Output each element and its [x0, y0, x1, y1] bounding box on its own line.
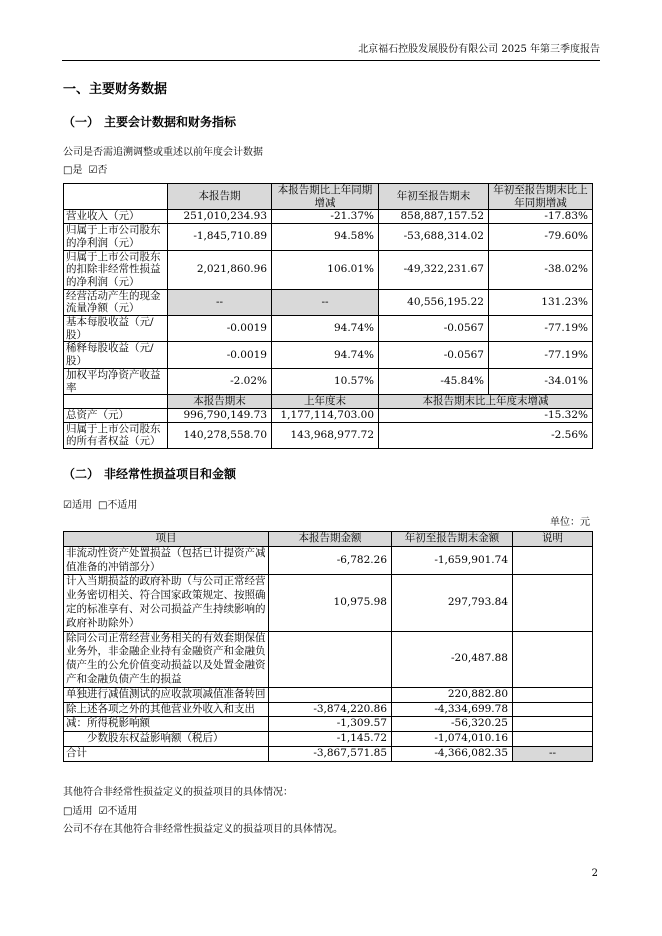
value-cell: 94.74% — [272, 342, 379, 368]
row-label: 总资产（元） — [64, 408, 168, 422]
note-cell — [513, 732, 593, 747]
table-total-row — [64, 746, 593, 761]
header-cell: 本报告期 — [168, 184, 272, 210]
table-row — [64, 224, 593, 250]
header-cell: 本报告期比上年同期增减 — [272, 184, 379, 210]
other-items-statement: 公司不存在其他符合非经常性损益定义的损益项目的具体情况。 — [63, 824, 343, 835]
ytd-amount: -1,074,010.16 — [392, 732, 513, 747]
table-row — [64, 250, 593, 289]
value-cell: -15.32% — [379, 408, 593, 422]
item-label: 合计 — [64, 746, 269, 761]
option-not-applicable-checkbox: ☑不适用 — [98, 806, 138, 817]
value-cell: 131.23% — [489, 289, 593, 315]
header-cell-blank — [64, 395, 168, 409]
header-cell: 本报告期金额 — [269, 532, 392, 547]
value-cell: -77.19% — [489, 316, 593, 342]
value-cell: -2.56% — [379, 422, 593, 448]
value-cell: 106.01% — [272, 250, 379, 289]
subsection-title-1 — [63, 114, 236, 130]
report-running-header: 北京福石控股发展股份有限公司 2025 年第三季度报告 — [358, 44, 600, 55]
value-cell: -17.83% — [489, 210, 593, 224]
restatement-options — [63, 164, 113, 178]
value-cell: -53,688,314.02 — [379, 224, 489, 250]
value-cell: 143,968,977.72 — [272, 422, 379, 448]
subsection-heading: 非经常性损益项目和金额 — [104, 467, 237, 481]
table-row — [64, 408, 593, 422]
table-header-row — [64, 532, 593, 547]
item-label: 计入当期损益的政府补助（与公司正常经营业务密切相关、符合国家政策规定、按照确定的标准享有、对公司损益产生持续影响的政府补助除外） — [64, 575, 269, 631]
current-period-amount: -6,782.26 — [269, 546, 392, 575]
note-cell — [513, 546, 593, 575]
note-cell — [513, 575, 593, 631]
table-row — [64, 717, 593, 732]
current-period-amount: -3,867,571.85 — [269, 746, 392, 761]
ytd-amount: -56,320.25 — [392, 717, 513, 732]
not-applicable-cell: -- — [272, 289, 379, 315]
row-label: 归属于上市公司股东的扣除非经常性损益的净利润（元） — [64, 250, 168, 289]
header-cell: 本报告期末比上年度末增减 — [379, 395, 593, 409]
item-label: 除同公司正常经营业务相关的有效套期保值业务外，非金融企业持有金融资产和金融负债产生的公允价值变动损益以及处置金融资产和金融负债产生的损益 — [64, 631, 269, 687]
header-cell: 年初至报告期末比上年同期增减 — [489, 184, 593, 210]
value-cell: -0.0019 — [168, 316, 272, 342]
current-period-amount — [269, 687, 392, 702]
table-row — [64, 422, 593, 448]
current-period-amount: -1,145.72 — [269, 732, 392, 747]
header-cell: 年初至报告期末金额 — [392, 532, 513, 547]
value-cell: 858,887,157.52 — [379, 210, 489, 224]
option-yes-checkbox: □是 — [63, 165, 83, 176]
note-cell — [513, 717, 593, 732]
value-cell: 2,021,860.96 — [168, 250, 272, 289]
table-row — [64, 702, 593, 717]
section-title: 一、主要财务数据 — [63, 82, 168, 97]
page-number: 2 — [591, 868, 598, 879]
value-cell: 10.57% — [272, 368, 379, 394]
table-row — [64, 687, 593, 702]
item-label: 除上述各项之外的其他营业外收入和支出 — [64, 702, 269, 717]
header-cell: 上年度末 — [272, 395, 379, 409]
value-cell: -21.37% — [272, 210, 379, 224]
other-items-question: 其他符合非经常性损益定义的损益项目的具体情况： — [63, 787, 293, 798]
table-row — [64, 631, 593, 687]
row-label: 基本每股收益（元/股） — [64, 316, 168, 342]
header-cell-blank — [64, 184, 168, 210]
value-cell: 40,556,195.22 — [379, 289, 489, 315]
value-cell: 996,790,149.73 — [168, 408, 272, 422]
option-applicable-checkbox: ☑适用 — [63, 500, 92, 511]
header-cell: 年初至报告期末 — [379, 184, 489, 210]
value-cell: -0.0019 — [168, 342, 272, 368]
current-period-amount: 10,975.98 — [269, 575, 392, 631]
value-cell: 94.74% — [272, 316, 379, 342]
ytd-amount: 297,793.84 — [392, 575, 513, 631]
restatement-question: 公司是否需追溯调整或重述以前年度会计数据 — [63, 147, 263, 158]
value-cell: -34.01% — [489, 368, 593, 394]
header-cell: 项目 — [64, 532, 269, 547]
unit-label: 单位：元 — [550, 517, 590, 528]
value-cell: 1,177,114,703.00 — [272, 408, 379, 422]
value-cell: -0.0567 — [379, 342, 489, 368]
value-cell: -49,322,231.67 — [379, 250, 489, 289]
table-row — [64, 732, 593, 747]
header-cell: 本报告期末 — [168, 395, 272, 409]
table-row — [64, 342, 593, 368]
table-row — [64, 289, 593, 315]
option-no-checkbox: ☑否 — [88, 165, 108, 176]
row-label: 归属于上市公司股东的净利润（元） — [64, 224, 168, 250]
item-label: 减：所得税影响额 — [64, 717, 269, 732]
value-cell: 140,278,558.70 — [168, 422, 272, 448]
value-cell: -38.02% — [489, 250, 593, 289]
table-row — [64, 575, 593, 631]
header-rule — [62, 60, 600, 61]
current-period-amount — [269, 631, 392, 687]
value-cell: -2.02% — [168, 368, 272, 394]
row-label: 经营活动产生的现金流量净额（元） — [64, 289, 168, 315]
option-not-applicable-checkbox: □不适用 — [97, 500, 138, 511]
ytd-amount: -1,659,901.74 — [392, 546, 513, 575]
other-items-options — [63, 805, 143, 819]
option-applicable-checkbox: □适用 — [63, 806, 93, 817]
item-label: 少数股东权益影响额（税后） — [64, 732, 269, 747]
value-cell: -0.0567 — [379, 316, 489, 342]
row-label: 稀释每股收益（元/股） — [64, 342, 168, 368]
table-row — [64, 368, 593, 394]
item-label: 非流动性资产处置损益（包括已计提资产减值准备的冲销部分） — [64, 546, 269, 575]
not-applicable-cell: -- — [168, 289, 272, 315]
table-row — [64, 316, 593, 342]
non-recurring-items-table — [63, 531, 593, 762]
ytd-amount: -20,487.88 — [392, 631, 513, 687]
value-cell: -45.84% — [379, 368, 489, 394]
table-row — [64, 546, 593, 575]
subsection-number: （二） — [63, 467, 100, 481]
ytd-amount: 220,882.80 — [392, 687, 513, 702]
note-cell — [513, 631, 593, 687]
key-financial-data-table — [63, 183, 593, 449]
ytd-amount: -4,366,082.35 — [392, 746, 513, 761]
value-cell: -1,845,710.89 — [168, 224, 272, 250]
table-row — [64, 210, 593, 224]
subsection-heading: 主要会计数据和财务指标 — [104, 115, 237, 129]
table-header-row — [64, 395, 593, 409]
row-label: 归属于上市公司股东的所有者权益（元） — [64, 422, 168, 448]
note-cell: -- — [513, 746, 593, 761]
note-cell — [513, 702, 593, 717]
table-header-row — [64, 184, 593, 210]
value-cell: 94.58% — [272, 224, 379, 250]
subsection-title-2 — [63, 466, 236, 482]
row-label: 加权平均净资产收益率 — [64, 368, 168, 394]
ytd-amount: -4,334,699.78 — [392, 702, 513, 717]
value-cell: -79.60% — [489, 224, 593, 250]
value-cell: 251,010,234.93 — [168, 210, 272, 224]
subsection-number: （一） — [63, 115, 100, 129]
item-label: 单独进行减值测试的应收款项减值准备转回 — [64, 687, 269, 702]
current-period-amount: -3,874,220.86 — [269, 702, 392, 717]
current-period-amount: -1,309.57 — [269, 717, 392, 732]
applicability-options — [63, 499, 143, 513]
note-cell — [513, 687, 593, 702]
row-label: 营业收入（元） — [64, 210, 168, 224]
header-cell: 说明 — [513, 532, 593, 547]
value-cell: -77.19% — [489, 342, 593, 368]
